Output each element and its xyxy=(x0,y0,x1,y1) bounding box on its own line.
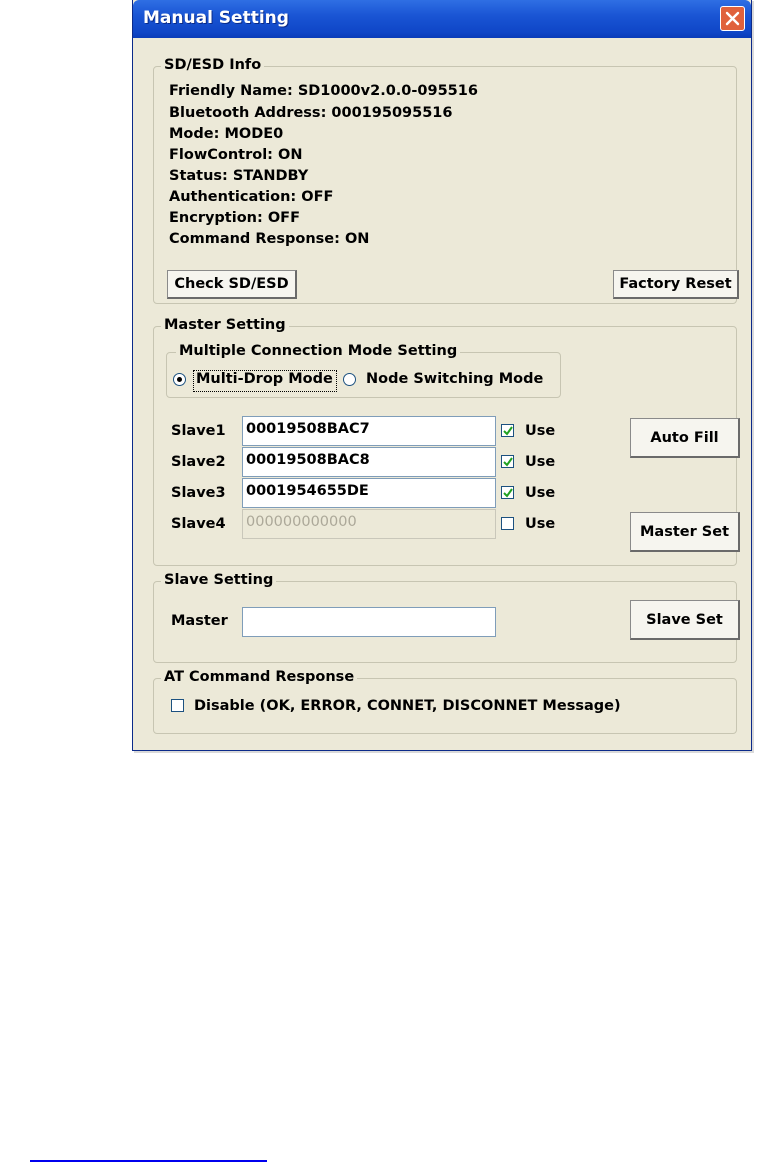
radio-selected-dot xyxy=(177,377,182,382)
flow-control-text: FlowControl: ON xyxy=(169,147,303,163)
slave1-address-input[interactable]: 00019508BAC7 xyxy=(242,416,496,446)
disable-response-checkbox[interactable] xyxy=(171,699,184,712)
close-icon xyxy=(725,11,740,26)
check-mark-icon xyxy=(503,488,513,498)
check-sd-esd-button[interactable]: Check SD/ESD xyxy=(167,270,297,299)
manual-setting-dialog xyxy=(133,0,751,750)
slave-set-button[interactable]: Slave Set xyxy=(630,600,740,640)
sd-esd-info-group xyxy=(153,66,737,304)
slave1-label: Slave1 xyxy=(171,423,226,439)
check-mark-icon xyxy=(503,457,513,467)
title-bar[interactable] xyxy=(133,0,751,38)
slave3-use-label[interactable]: Use xyxy=(525,485,556,501)
node-switching-radio[interactable] xyxy=(343,373,356,386)
slave1-use-label[interactable]: Use xyxy=(525,423,556,439)
command-response-text: Command Response: ON xyxy=(169,231,370,247)
master-set-button[interactable]: Master Set xyxy=(630,512,740,552)
authentication-text: Authentication: OFF xyxy=(169,189,334,205)
master-setting-legend: Master Setting xyxy=(161,317,289,333)
master-address-input[interactable] xyxy=(242,607,496,637)
footnote-separator-line xyxy=(30,1160,267,1162)
close-button[interactable] xyxy=(720,6,745,31)
slave2-use-label[interactable]: Use xyxy=(525,454,556,470)
slave3-use-checkbox[interactable] xyxy=(501,486,514,499)
node-switching-label[interactable]: Node Switching Mode xyxy=(366,371,544,387)
slave4-use-checkbox[interactable] xyxy=(501,517,514,530)
slave3-label: Slave3 xyxy=(171,485,226,501)
slave4-address-input: 000000000000 xyxy=(242,509,496,539)
friendly-name-text: Friendly Name: SD1000v2.0.0-095516 xyxy=(169,83,478,99)
slave3-address-input[interactable]: 0001954655DE xyxy=(242,478,496,508)
encryption-text: Encryption: OFF xyxy=(169,210,300,226)
slave4-label: Slave4 xyxy=(171,516,226,532)
bluetooth-address-text: Bluetooth Address: 000195095516 xyxy=(169,105,453,121)
auto-fill-button[interactable]: Auto Fill xyxy=(630,418,740,458)
dialog-body xyxy=(133,38,751,750)
factory-reset-button[interactable]: Factory Reset xyxy=(613,270,739,299)
connection-mode-legend: Multiple Connection Mode Setting xyxy=(176,343,460,359)
slave2-use-checkbox[interactable] xyxy=(501,455,514,468)
sd-esd-info-legend: SD/ESD Info xyxy=(161,57,264,73)
status-text: Status: STANDBY xyxy=(169,168,309,184)
slave4-use-label[interactable]: Use xyxy=(525,516,556,532)
slave1-use-checkbox[interactable] xyxy=(501,424,514,437)
multi-drop-label[interactable]: Multi-Drop Mode xyxy=(196,371,333,387)
disable-response-label[interactable]: Disable (OK, ERROR, CONNET, DISCONNET Message) xyxy=(194,698,621,714)
master-label: Master xyxy=(171,613,228,629)
at-command-response-legend: AT Command Response xyxy=(161,669,357,685)
slave2-label: Slave2 xyxy=(171,454,226,470)
check-mark-icon xyxy=(503,426,513,436)
window-title: Manual Setting xyxy=(143,8,289,28)
slave-setting-legend: Slave Setting xyxy=(161,572,276,588)
slave2-address-input[interactable]: 00019508BAC8 xyxy=(242,447,496,477)
mode-text: Mode: MODE0 xyxy=(169,126,284,142)
multi-drop-radio[interactable] xyxy=(173,373,186,386)
